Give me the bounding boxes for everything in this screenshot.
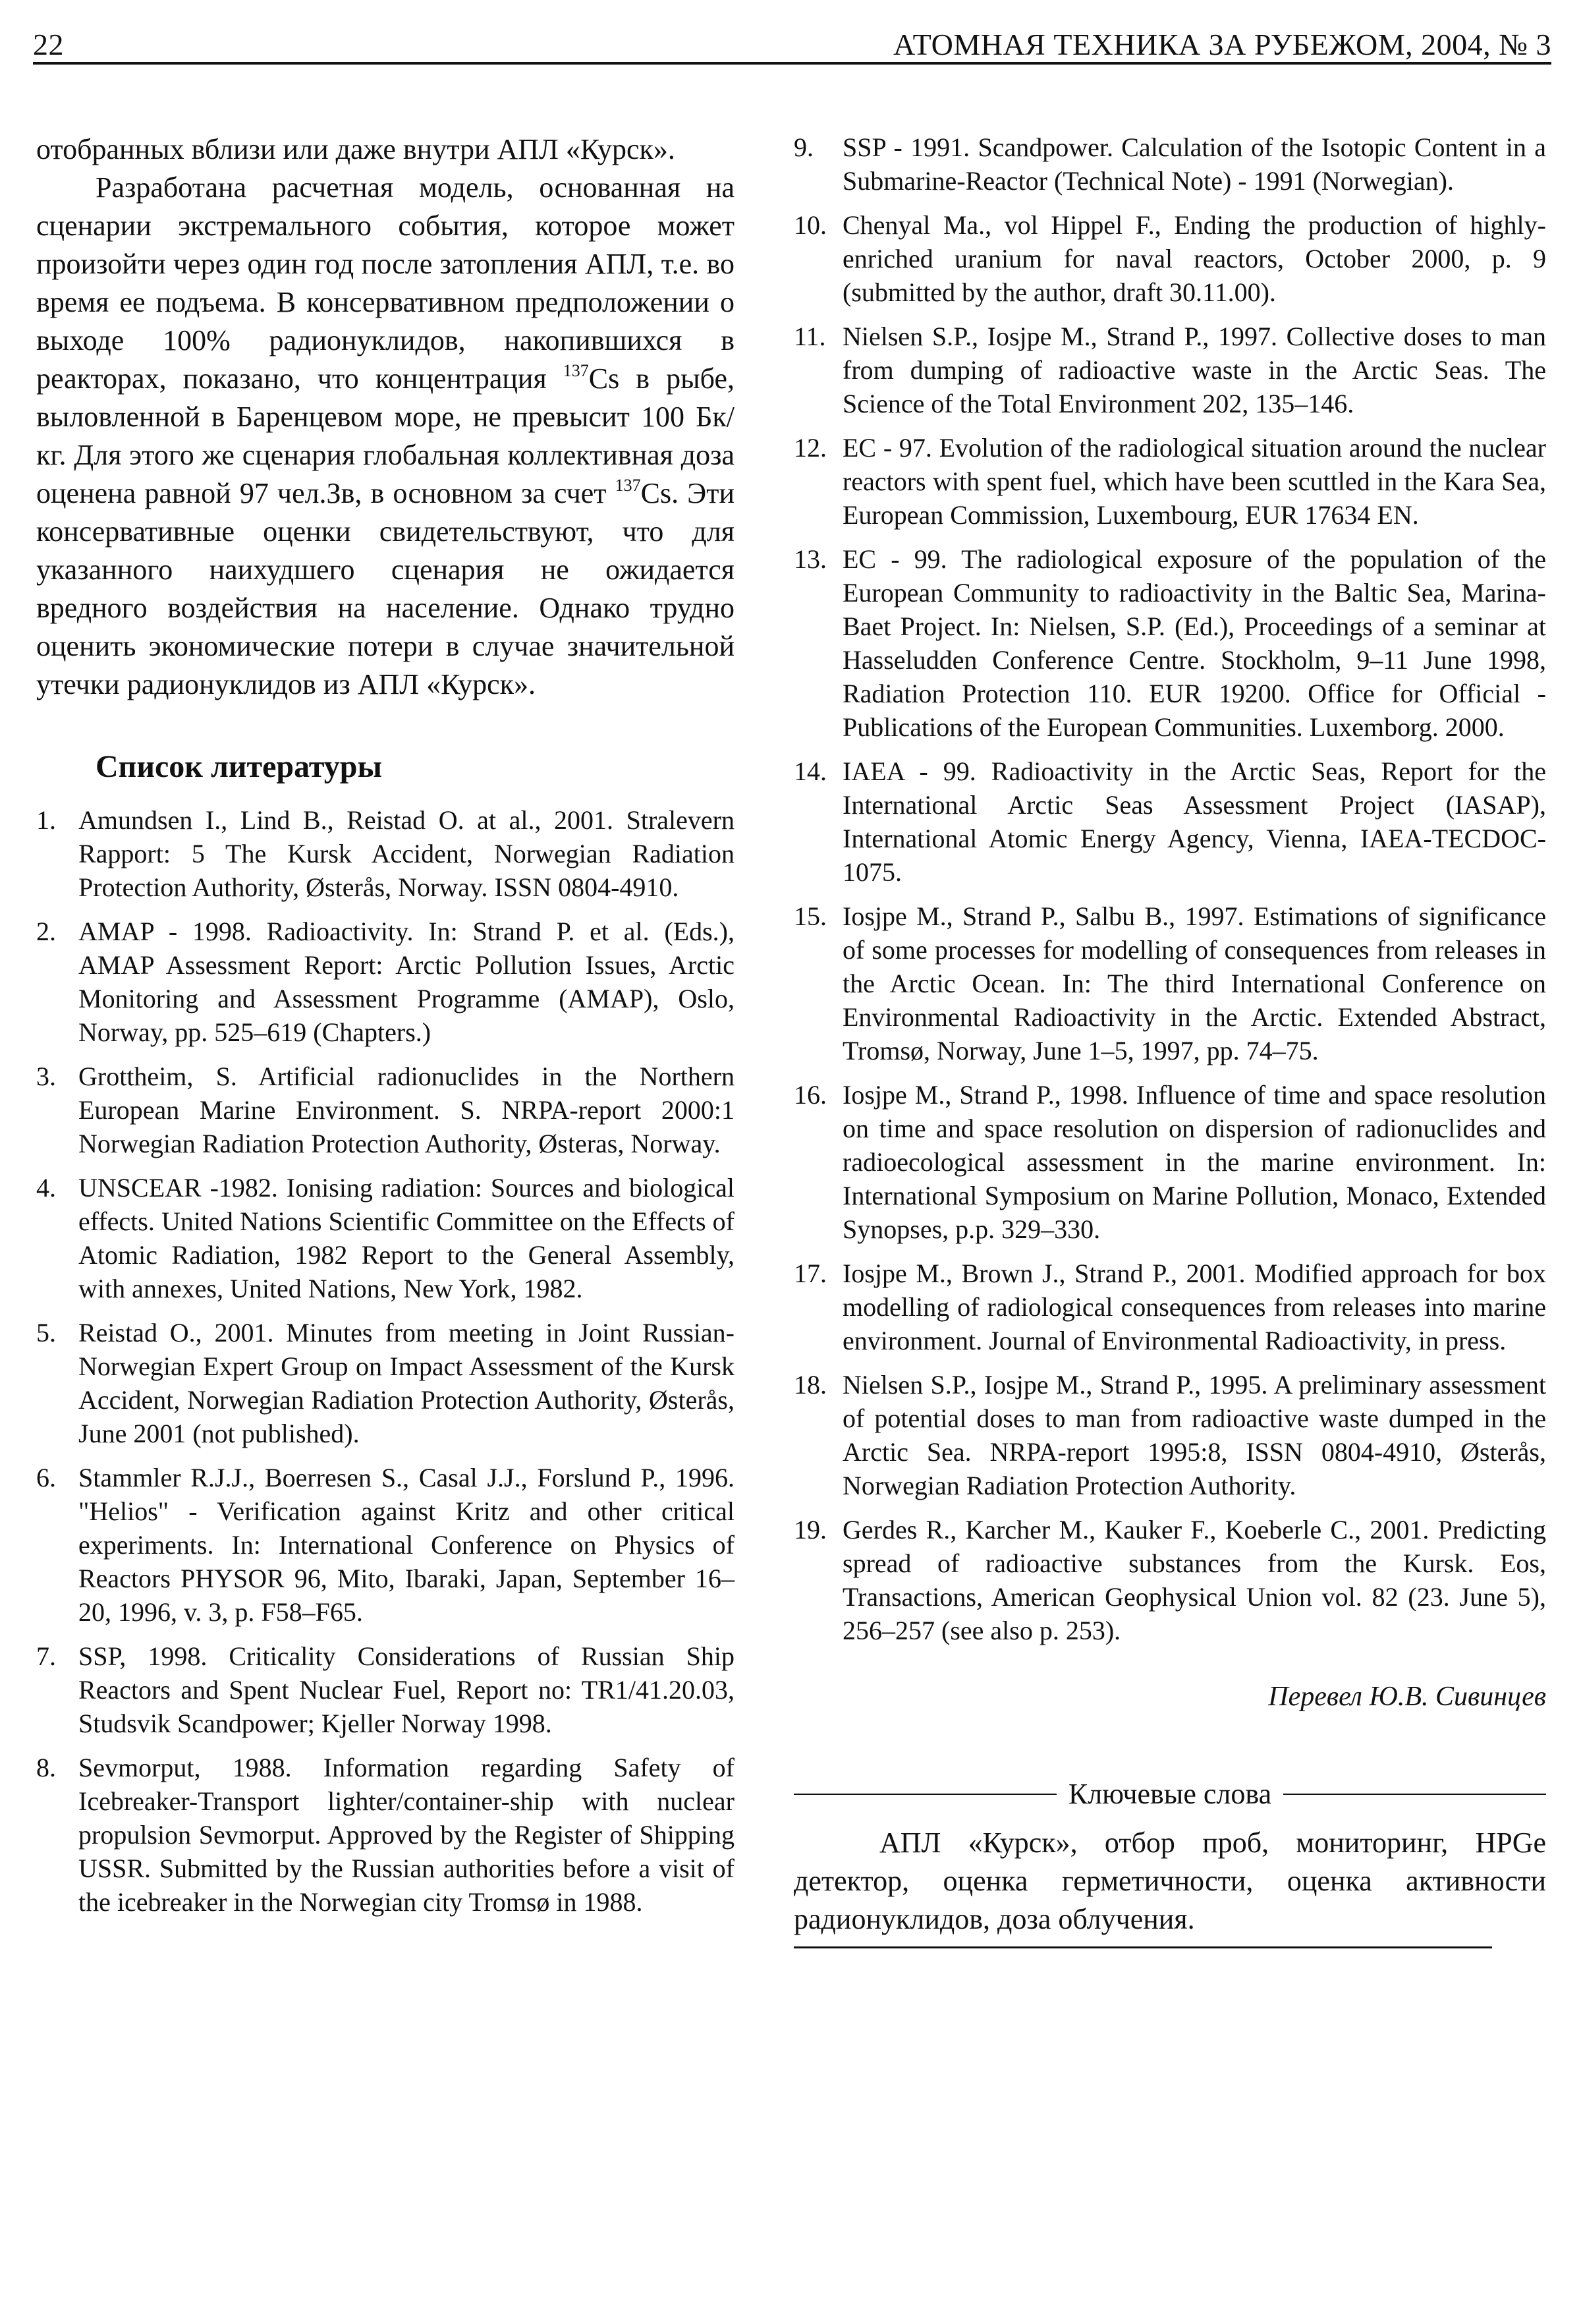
reference-number: 15. <box>794 901 827 931</box>
reference-item <box>36 1461 735 1629</box>
reference-item <box>36 1751 735 1919</box>
reference-item <box>36 1060 735 1160</box>
page-number: 22 <box>33 28 64 61</box>
reference-number: 2. <box>36 917 56 946</box>
reference-text: Grottheim, S. Artificial radionuclides in the Northern European Marine Environment. S. NRPA-report 2000:1 Norwegian Radiation Protection Authority, Østeras, Norway. <box>78 1062 735 1158</box>
reference-number: 19. <box>794 1515 827 1545</box>
reference-text: EC - 97. Evolution of the radiological situation around the nuclear reactors with spent fuel, which have been scuttled in the Kara Sea, European Commission, Luxembourg, EUR 17634 EN. <box>843 433 1546 530</box>
article-body <box>36 130 735 704</box>
reference-number: 6. <box>36 1463 56 1492</box>
reference-number: 5. <box>36 1318 56 1347</box>
reference-item <box>36 803 735 904</box>
reference-item <box>36 1171 735 1305</box>
reference-item <box>794 754 1546 889</box>
reference-number: 1. <box>36 805 56 835</box>
reference-item <box>794 1078 1546 1246</box>
paragraph <box>36 169 735 704</box>
reference-number: 9. <box>794 132 814 162</box>
header-rule <box>33 62 1551 65</box>
reference-item <box>794 542 1546 744</box>
reference-number: 8. <box>36 1753 56 1782</box>
running-header <box>33 18 1551 62</box>
reference-item <box>794 1513 1546 1647</box>
reference-item <box>794 208 1546 309</box>
reference-number: 18. <box>794 1370 827 1400</box>
keywords-rule-right <box>1283 1794 1546 1795</box>
reference-item <box>794 320 1546 420</box>
reference-number: 16. <box>794 1080 827 1110</box>
reference-text: Chenyal Ma., vol Hippel F., Ending the production of highly-enriched uranium for naval reactors, October 2000, p. 9 (submitted by the author, draft 30.11.00). <box>843 210 1546 307</box>
left-column <box>36 130 735 1929</box>
references-heading: Список литературы <box>96 749 382 784</box>
reference-number: 3. <box>36 1062 56 1091</box>
paragraph: отобранных вблизи или даже внутри АПЛ «Курск». <box>36 133 675 165</box>
reference-number: 10. <box>794 210 827 240</box>
reference-item <box>36 915 735 1049</box>
reference-item <box>794 431 1546 532</box>
reference-text: Iosjpe M., Strand P., 1998. Influence of time and space resolution on time and space resolution on dispersion of radionuclides and radioecological assessment in the marine environment. In: International Symposium on Marine Pollution, Monaco, Extended Synopses, p.p. 329–330. <box>843 1080 1546 1244</box>
reference-text: IAEA - 99. Radioactivity in the Arctic Seas, Report for the International Arctic Seas Assessment Project (IASAP), International Atomic Energy Agency, Vienna, IAEA-TECDOC-1075. <box>843 756 1546 887</box>
reference-number: 17. <box>794 1259 827 1288</box>
reference-text: SSP, 1998. Criticality Considerations of Russian Ship Reactors and Spent Nuclear Fuel, Report no: TR1/41.20.03, Studsvik Scandpower; Kjeller Norway 1998. <box>78 1641 735 1738</box>
keywords-label: Ключевые слова <box>1068 1778 1272 1810</box>
reference-number: 12. <box>794 433 827 463</box>
reference-text: Stammler R.J.J., Boerresen S., Casal J.J., Forslund P., 1996. "Helios" - Verification against Kritz and other critical experiments. In: International Conference on Physics of Reactors PHYSOR 96, Mito, Ibaraki, Japan, September 16–20, 1996, v. 3, p. F58–F65. <box>78 1463 735 1627</box>
reference-text: EC - 99. The radiological exposure of the population of the European Community to radioactivity in the Baltic Sea, Marina-Baet Project. In: Nielsen, S.P. (Ed.), Proceedings of a seminar at Hasseludden Conference Centre. Stockholm, 9–11 June 1998, Radiation Protection 110. EUR 19200. Office for Official -Publications of the European Communities. Luxemborg. 2000. <box>843 544 1546 742</box>
reference-number: 4. <box>36 1173 56 1203</box>
reference-item <box>794 1368 1546 1502</box>
reference-text: UNSCEAR -1982. Ionising radiation: Sources and biological effects. United Nations Scientific Committee on the Effects of Atomic Radiation, 1982 Report to the General Assembly, with annexes, United Nations, New York, 1982. <box>78 1173 735 1303</box>
reference-number: 14. <box>794 756 827 786</box>
text-run: Разработана расчетная модель, основанная на сценарии экстремального события, которое может произойти через один год после затопления АПЛ, т.е. во время ее подъема. В консервативном предположении о выходе 100% радионуклидов, накопившихся в реакторах, показано, что концентрация <box>36 171 735 395</box>
reference-text: Iosjpe M., Strand P., Salbu B., 1997. Estimations of significance of some processes for modelling of consequences from releases in the Arctic Ocean. In: The third International Conference on Environmental Radioactivity in the Arctic. Extended Abstract, Tromsø, Norway, June 1–5, 1997, pp. 74–75. <box>843 901 1546 1065</box>
reference-text: Amundsen I., Lind B., Reistad O. at al., 2001. Stralevern Rapport: 5 The Kursk Accident, Norwegian Radiation Protection Authority, Østerås, Norway. ISSN 0804-4910. <box>78 805 735 902</box>
reference-text: Gerdes R., Karcher M., Kauker F., Koeberle C., 2001. Predicting spread of radioactive substances from the Kursk. Eos, Transactions, American Geophysical Union vol. 82 (23. June 5), 256–257 (see also p. 253). <box>843 1515 1546 1645</box>
text-run: Cs в рыбе, выловленной в Баренцевом море, не превысит 100 Бк/кг. Для этого же сценария глобальная коллективная доза оценена равной 97 чел.Зв, в основном за счет <box>36 362 735 509</box>
isotope-superscript: 137 <box>615 476 641 495</box>
reference-number: 7. <box>36 1641 56 1671</box>
reference-text: Nielsen S.P., Iosjpe M., Strand P., 1995. A preliminary assessment of potential doses to man from radioactive waste dumped in the Arctic Sea. NRPA-report 1995:8, ISSN 0804-4910, Østerås, Norwegian Radiation Protection Authority. <box>843 1370 1546 1500</box>
reference-item <box>794 899 1546 1067</box>
keywords-text: АПЛ «Курск», отбор проб, мониторинг, HPGe детектор, оценка герметичности, оценка активности радионуклидов, доза облучения. <box>794 1827 1546 1935</box>
reference-item <box>36 1316 735 1450</box>
reference-item <box>794 1257 1546 1357</box>
reference-item <box>36 1639 735 1740</box>
text-run: Cs. Эти консервативные оценки свидетельствуют, что для указанного наихудшего сценария не ожидается вредного воздействия на население. Однако трудно оценить экономические потери в случае значительной утечки радионуклидов из АПЛ «Курск». <box>36 477 735 700</box>
reference-text: Sevmorput, 1988. Information regarding Safety of Icebreaker-Transport lighter/container-ship with nuclear propulsion Sevmorput. Approved by the Register of Shipping USSR. Submitted by the Russian authorities before a visit of the icebreaker in the Norwegian city Tromsø in 1988. <box>78 1753 735 1917</box>
right-column <box>794 130 1546 1948</box>
reference-text: AMAP - 1998. Radioactivity. In: Strand P. et al. (Eds.), AMAP Assessment Report: Arctic Pollution Issues, Arctic Monitoring and Assessment Programme (AMAP), Oslo, Norway, pp. 525–619 (Chapters.) <box>78 917 735 1047</box>
reference-number: 11. <box>794 322 826 351</box>
keywords-bottom-rule <box>794 1946 1492 1948</box>
reference-number: 13. <box>794 544 827 574</box>
reference-text: Reistad O., 2001. Minutes from meeting in Joint Russian-Norwegian Expert Group on Impact Assessment of the Kursk Accident, Norwegian Radiation Protection Authority, Østerås, June 2001 (not published). <box>78 1318 735 1448</box>
reference-list-continued <box>794 130 1546 1647</box>
reference-text: Nielsen S.P., Iosjpe M., Strand P., 1997. Collective doses to man from dumping of radioactive waste in the Arctic Seas. The Science of the Total Environment 202, 135–146. <box>843 322 1546 418</box>
reference-list <box>36 803 735 1919</box>
reference-text: Iosjpe M., Brown J., Strand P., 2001. Modified approach for box modelling of radiological consequences from releases into marine environment. Journal of Environmental Radioactivity, in press. <box>843 1259 1546 1355</box>
translator-credit: Перевел Ю.В. Сивинцев <box>1268 1682 1546 1712</box>
reference-item <box>794 130 1546 198</box>
isotope-superscript: 137 <box>563 361 589 380</box>
keywords-heading <box>794 1777 1546 1811</box>
keywords-rule-left <box>794 1794 1057 1795</box>
journal-title: АТОМНАЯ ТЕХНИКА ЗА РУБЕЖОМ, 2004, № 3 <box>893 28 1551 61</box>
reference-text: SSP - 1991. Scandpower. Calculation of the Isotopic Content in a Submarine-Reactor (Technical Note) - 1991 (Norwegian). <box>843 132 1546 196</box>
